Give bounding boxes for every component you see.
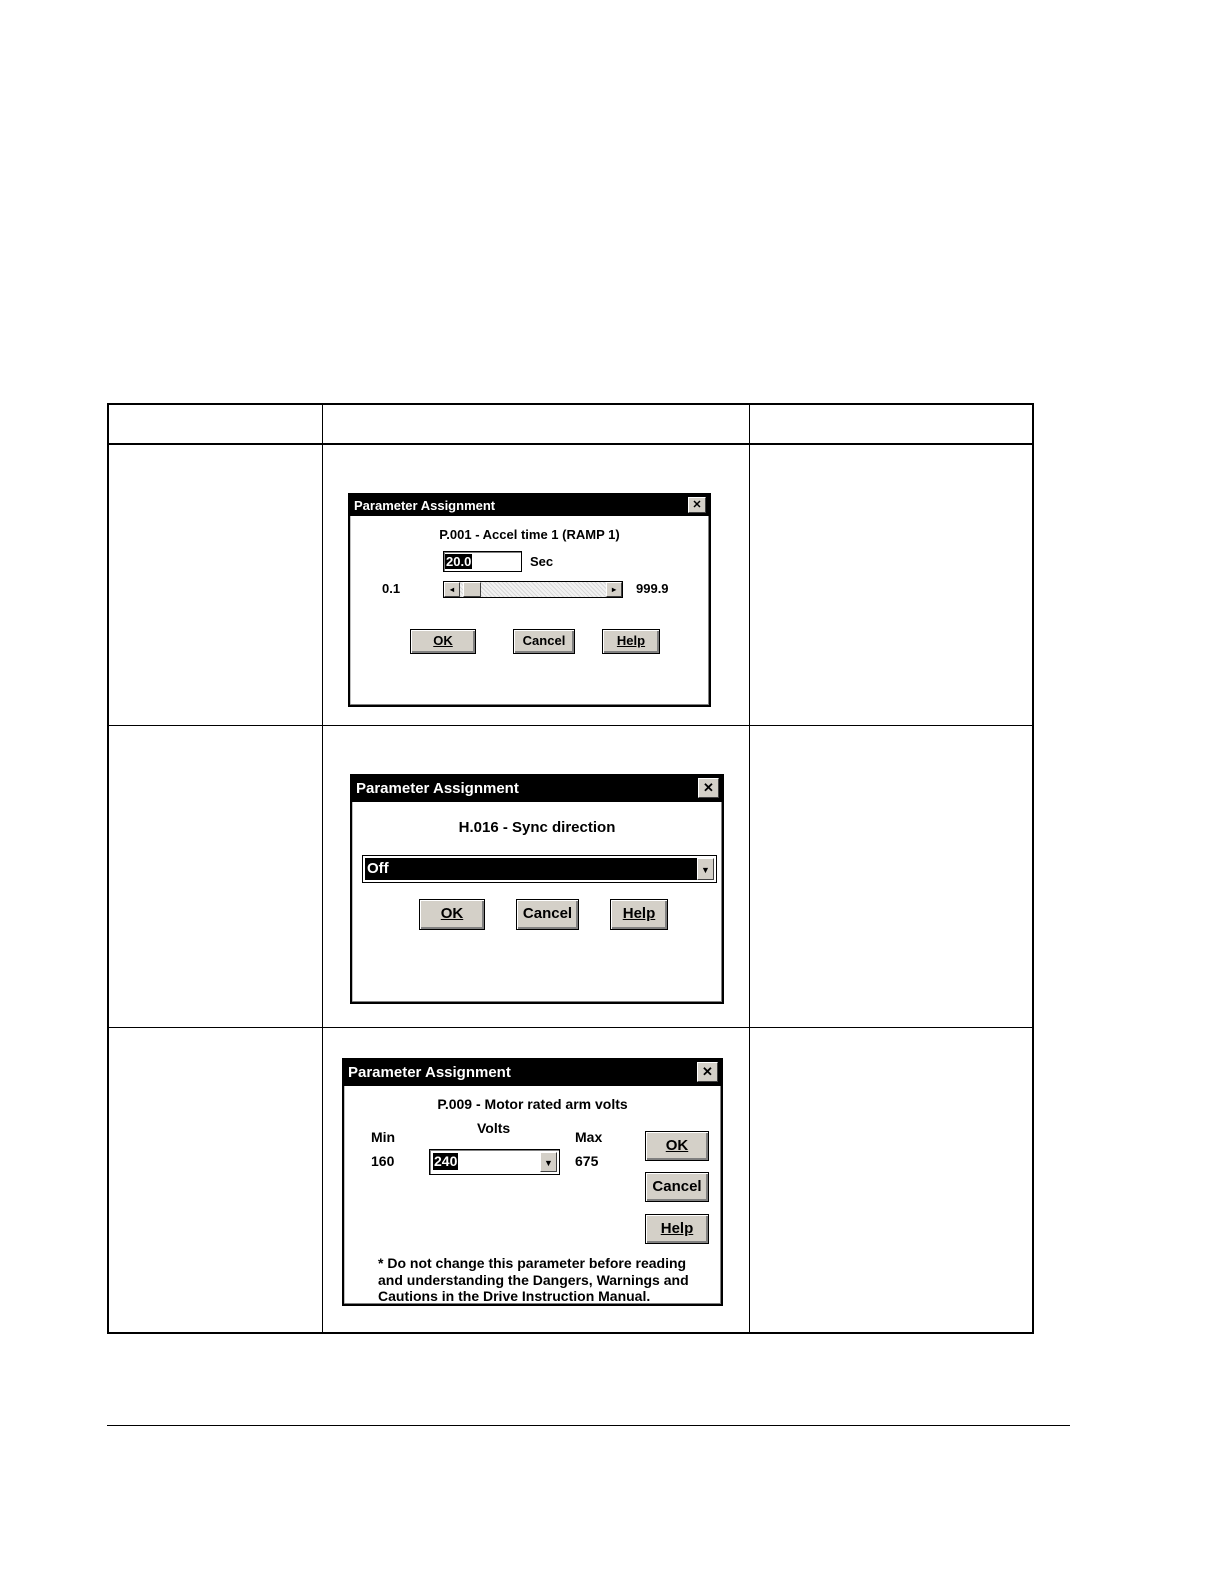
help-button[interactable] [645,1214,709,1244]
warning-note-line: Cautions in the Drive Instruction Manual. [378,1288,651,1304]
close-icon[interactable]: ✕ [688,497,706,513]
parameter-dialog-accel-time [348,493,711,707]
help-button[interactable] [602,629,660,654]
value-input[interactable] [443,551,522,572]
help-button[interactable] [610,899,668,930]
value-scrollbar[interactable] [443,581,623,598]
warning-note-line: and understanding the Dangers, Warnings and [378,1271,689,1288]
scroll-left-arrow-icon[interactable]: ◂ [444,582,460,597]
parameter-name: P.001 - Accel time 1 (RAMP 1) [439,527,620,542]
min-value: 0.1 [382,581,401,596]
value-text: 240 [434,1153,458,1169]
dialog-title-bar [344,1060,721,1086]
dialog-title-bar [350,495,709,516]
option-dropdown[interactable] [362,855,717,883]
column-divider [322,405,323,1332]
max-value: 675 [575,1153,599,1169]
parameter-name: H.016 - Sync direction [458,819,616,836]
ok-button-label: OK [665,1137,689,1154]
min-label: Min [371,1129,396,1145]
ok-button[interactable] [645,1131,709,1161]
ok-button[interactable] [419,899,485,930]
scrollbar-thumb[interactable] [463,582,481,597]
cancel-button[interactable]: Cancel [516,899,579,930]
parameter-dialog-motor-arm-volts [342,1058,723,1306]
close-icon[interactable]: ✕ [698,778,719,798]
close-icon[interactable]: ✕ [697,1062,718,1082]
cancel-button[interactable]: Cancel [513,629,575,654]
ok-button-label: OK [433,633,453,648]
chevron-down-icon[interactable]: ▼ [540,1152,557,1172]
row-divider [109,725,1032,726]
dialog-title-bar [352,776,722,802]
value-text: 20.0 [446,554,472,569]
row-divider [109,1027,1032,1028]
dialog-title: Parameter Assignment [354,498,496,513]
column-divider [749,405,750,1332]
max-value: 999.9 [636,581,669,596]
header-row-divider [109,443,1032,445]
scroll-right-arrow-icon[interactable]: ▸ [606,582,622,597]
dialog-title: Parameter Assignment [356,780,519,797]
parameter-name: P.009 - Motor rated arm volts [437,1096,628,1112]
unit-label: Sec [530,554,554,569]
dialog-title: Parameter Assignment [348,1064,511,1081]
max-label: Max [575,1129,603,1145]
warning-note [378,1255,689,1305]
ok-button-label: OK [440,905,464,922]
chevron-down-icon[interactable]: ▼ [697,858,714,880]
help-button-label: Help [660,1220,694,1237]
help-button-label: Help [622,905,656,922]
min-value: 160 [371,1153,395,1169]
warning-note-line: * Do not change this parameter before reading [378,1255,687,1271]
selected-option: Off [367,860,389,877]
unit-label: Volts [477,1120,511,1136]
ok-button[interactable] [410,629,476,654]
help-button-label: Help [616,633,646,648]
parameter-dialog-sync-direction [350,774,724,1004]
footer-rule [107,1425,1070,1426]
cancel-button[interactable]: Cancel [645,1172,709,1202]
value-dropdown[interactable] [429,1149,560,1175]
